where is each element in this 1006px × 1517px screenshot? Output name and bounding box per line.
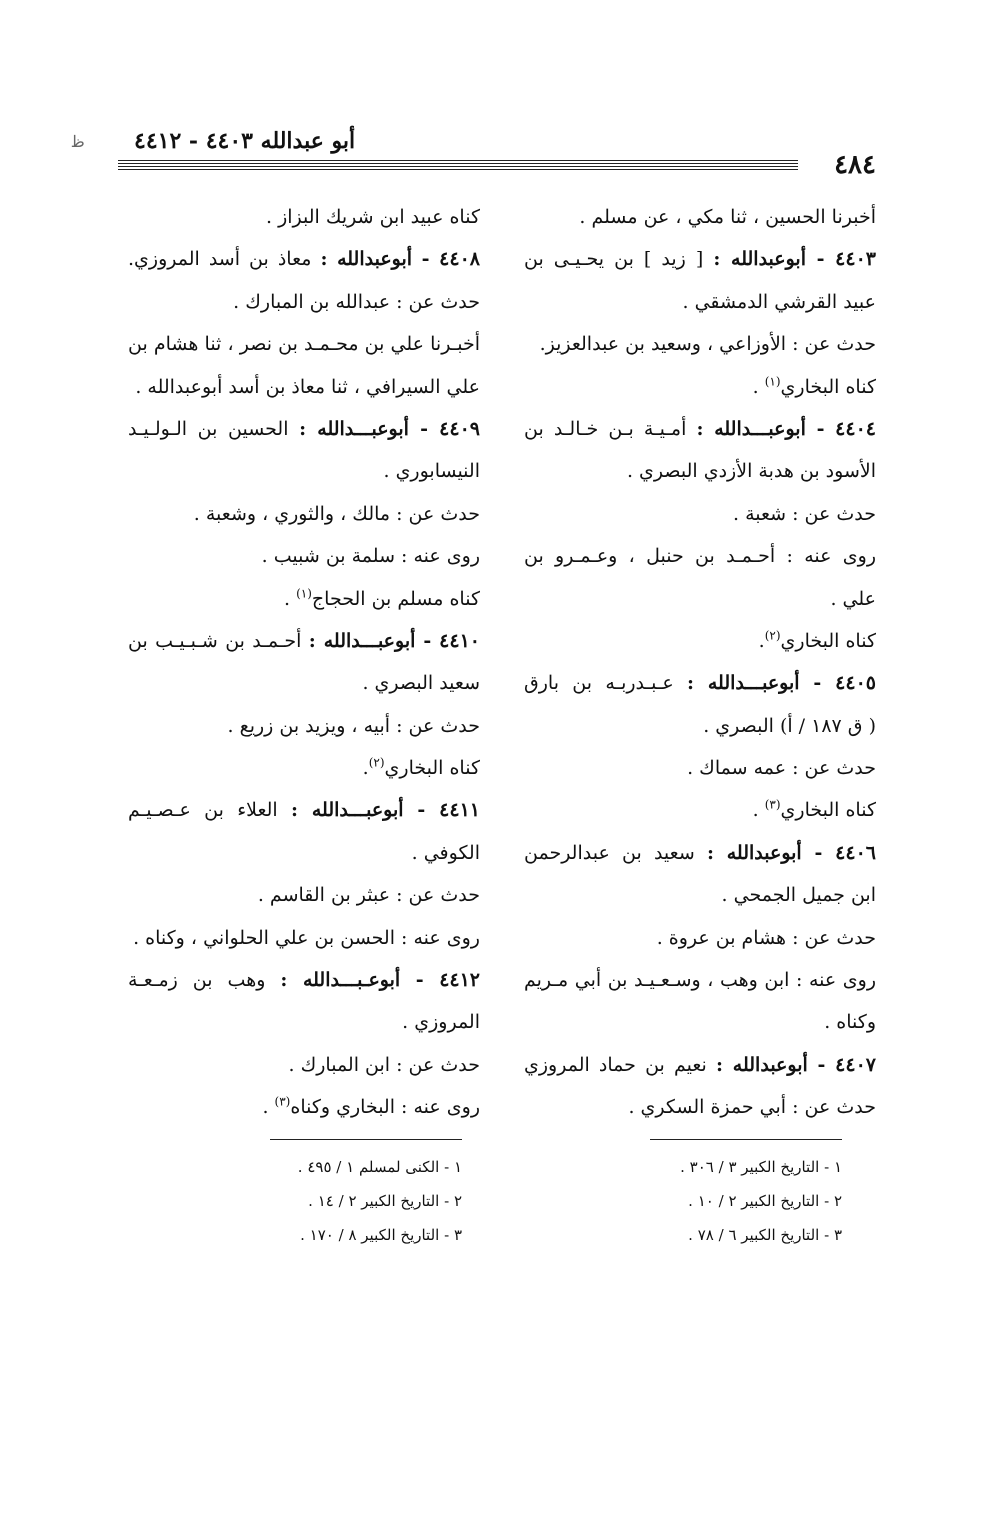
- text-line: [524, 1086, 876, 1128]
- line-text: حدث عن : ابن المبارك .: [288, 1053, 480, 1076]
- line-text: علي السيرافي ، ثنا معاذ بن أسد أبوعبدالله .: [135, 375, 480, 398]
- text-line: [128, 705, 480, 747]
- text-line: [128, 493, 480, 535]
- line-text: كناه البخاري: [780, 629, 876, 652]
- line-text: روى عنه : أحـمـد بن حنبل ، وعـمـرو بن: [524, 545, 876, 568]
- line-text: سعيد بن عبدالرحمن: [524, 841, 707, 864]
- entry-name: أبوعبـــدالله :: [687, 672, 800, 695]
- text-line: [524, 705, 876, 747]
- text-line: [128, 196, 480, 238]
- entry-heading-line: [128, 620, 480, 662]
- line-text: معاذ بن أسد المروزي.: [128, 248, 321, 271]
- entry-number: ٤٤٠٦ -: [801, 841, 876, 864]
- line-text: روى عنه : سلمة بن شبيب .: [261, 545, 480, 568]
- entry-name: أبوعبدالله :: [706, 841, 802, 864]
- text-line: [128, 1001, 480, 1043]
- line-text: وهب بن زمـعـة: [128, 969, 281, 992]
- line-text: حدث عن : أبيه ، ويزيد بن زريع .: [227, 714, 480, 737]
- line-text: كناه البخاري: [780, 375, 876, 398]
- entry-name: أبوعبدالله :: [320, 248, 413, 271]
- running-header: [118, 128, 876, 182]
- footnote: ١ - التاريخ الكبير ٣ / ٣٠٦ .: [680, 1158, 842, 1176]
- line-text: علي .: [830, 587, 876, 610]
- entry-heading-line: [128, 408, 480, 450]
- line-text-end: .: [752, 799, 765, 822]
- entry-name: أبوعبـــدالله :: [291, 799, 404, 822]
- line-text: النيسابوري .: [383, 460, 480, 483]
- line-text: نعيم بن حماد المروزي: [524, 1053, 717, 1076]
- entry-number: ٤٤١٠ -: [415, 629, 480, 652]
- text-line: [524, 323, 876, 365]
- line-text: [ زيد ] بن يحـيـى بن: [524, 248, 714, 271]
- line-text: الكوفي .: [411, 841, 480, 864]
- line-text: ابن جميل الجمحي .: [721, 884, 876, 907]
- line-text: أمـيـة بـن خـالـد بن: [524, 417, 697, 440]
- text-line: [128, 874, 480, 916]
- footnotes-right: [512, 1150, 842, 1252]
- line-text: حدث عن : هشام بن عروة .: [656, 926, 876, 949]
- text-line: [128, 832, 480, 874]
- text-line: [524, 874, 876, 916]
- text-line: [128, 323, 480, 365]
- running-title: أبو عبدالله ٤٤٠٣ - ٤٤١٢: [134, 128, 356, 154]
- line-text: وكناه .: [824, 1011, 876, 1034]
- text-line: [128, 662, 480, 704]
- line-text: حدث عن : عمه سماك .: [687, 757, 876, 780]
- text-line: [524, 493, 876, 535]
- footnote-ref: (٢): [764, 628, 781, 643]
- entry-heading-line: [524, 832, 876, 874]
- text-line: [128, 535, 480, 577]
- footnote-rule: [270, 1139, 462, 1140]
- page-number: ٤٨٤: [834, 150, 876, 180]
- footnote-ref: (٢): [368, 755, 385, 770]
- entry-number: ٤٤٠٨ -: [412, 248, 480, 271]
- line-text: أحـمـد بن شـبـيـب بن: [128, 629, 309, 652]
- footnote-ref: (٣): [764, 798, 781, 813]
- footnote: ١ - الكنى لمسلم ١ / ٤٩٥ .: [297, 1158, 462, 1176]
- line-text: كناه عبيد ابن شريك البزاز .: [265, 206, 480, 228]
- margin-mark: ﻇ: [72, 132, 85, 151]
- entry-number: ٤٤١١ -: [403, 799, 480, 822]
- line-text: ( ق ١٨٧ / أ) البصري .: [703, 714, 876, 737]
- text-line: [524, 959, 876, 1001]
- text-line: [128, 450, 480, 492]
- entry-number: ٤٤٠٥ -: [799, 672, 876, 695]
- header-rule: [118, 158, 798, 170]
- line-text-end: .: [262, 1096, 275, 1119]
- line-text: أخبـرنا علي بن محـمـد بن نصر ، ثنا هشام بن: [128, 333, 480, 356]
- line-text-end: .: [362, 757, 369, 780]
- text-line: [524, 366, 876, 408]
- entry-number: ٤٤٠٩ -: [408, 417, 480, 440]
- footnote-rule: [650, 1139, 842, 1140]
- line-text: روى عنه : ابن وهب ، وسـعـيـد بن أبي مـريم: [524, 969, 876, 992]
- text-line: [524, 196, 876, 238]
- footnote: ٢ - التاريخ الكبير ٢ / ١٠ .: [688, 1192, 842, 1210]
- footnote-ref: (١): [296, 586, 312, 601]
- line-text: حدث عن : شعبة .: [732, 502, 876, 525]
- entry-name: أبوعـبـــدالله :: [280, 969, 401, 992]
- footnote-ref: (١): [764, 374, 781, 389]
- line-text: العلاء بن عـصـيـم: [128, 799, 291, 822]
- footnote: ٣ - التاريخ الكبير ٦ / ٧٨ .: [688, 1226, 842, 1244]
- text-line: [128, 281, 480, 323]
- entry-number: ٤٤٠٤ -: [805, 417, 876, 440]
- footnote: ٣ - التاريخ الكبير ٨ / ١٧٠ .: [300, 1226, 462, 1244]
- text-line: [128, 917, 480, 959]
- text-line: [128, 1044, 480, 1086]
- line-text-end: .: [752, 375, 765, 398]
- entry-heading-line: [128, 238, 480, 280]
- entry-number: ٤٤٠٧ -: [807, 1053, 876, 1076]
- line-text: عبيد القرشي الدمشقي .: [682, 290, 876, 313]
- entry-heading-line: [524, 662, 876, 704]
- text-line: [524, 578, 876, 620]
- entry-number: ٤٤٠٣ -: [806, 248, 876, 271]
- line-text: روى عنه : البخاري وكناه: [290, 1096, 480, 1119]
- text-line: [524, 1001, 876, 1043]
- text-line: [128, 366, 480, 408]
- line-text: المروزي .: [402, 1011, 480, 1034]
- left-column: [128, 196, 480, 1129]
- line-text: عـبـدربـه بن بارق: [524, 672, 687, 695]
- entry-name: أبوعبـــدالله :: [308, 629, 416, 652]
- right-column: [524, 196, 876, 1129]
- text-line: [128, 1086, 480, 1128]
- line-text-end: .: [283, 587, 297, 610]
- text-line: [128, 747, 480, 789]
- text-line: [524, 281, 876, 323]
- line-text: كناه مسلم بن الحجاج: [311, 587, 480, 610]
- entry-name: أبوعبدالله :: [716, 1053, 808, 1076]
- entry-heading-line: [128, 959, 480, 1001]
- line-text: سعيد البصري .: [362, 672, 480, 695]
- entry-heading-line: [128, 789, 480, 831]
- line-text: حدث عن : عبدالله بن المبارك .: [233, 290, 480, 313]
- entry-name: أبوعبـــدالله :: [696, 417, 806, 440]
- footnote: ٢ - التاريخ الكبير ٢ / ١٤ .: [308, 1192, 462, 1210]
- footnote-ref: (٣): [274, 1094, 291, 1109]
- entry-heading-line: [524, 238, 876, 280]
- text-line: [524, 450, 876, 492]
- text-line: [524, 620, 876, 662]
- entry-name: أبوعبـــدالله :: [299, 417, 409, 440]
- line-text: الحسين بن الـولـيـد: [128, 417, 300, 440]
- line-text: روى عنه : الحسن بن علي الحلواني ، وكناه .: [133, 926, 480, 949]
- footnotes-left: [132, 1150, 462, 1252]
- line-text-end: .: [758, 629, 765, 652]
- line-text: حدث عن : مالك ، والثوري ، وشعبة .: [193, 502, 480, 525]
- text-line: [524, 917, 876, 959]
- line-text: الأسود بن هدبة الأزدي البصري .: [626, 460, 876, 483]
- text-line: [524, 747, 876, 789]
- line-text: كناه البخاري: [780, 799, 876, 822]
- line-text: كناه البخاري: [384, 757, 480, 780]
- entry-name: أبوعبدالله :: [713, 248, 806, 271]
- text-line: [128, 578, 480, 620]
- line-text: حدث عن : الأوزاعي ، وسعيد بن عبدالعزيز.: [539, 333, 876, 356]
- entry-heading-line: [524, 1044, 876, 1086]
- text-line: [524, 789, 876, 831]
- entry-heading-line: [524, 408, 876, 450]
- entry-number: ٤٤١٢ -: [400, 969, 480, 992]
- line-text: حدث عن : عبثر بن القاسم .: [257, 884, 480, 907]
- text-line: [524, 535, 876, 577]
- line-text: أخبرنا الحسين ، ثنا مكي ، عن مسلم .: [579, 206, 876, 228]
- line-text: حدث عن : أبي حمزة السكري .: [628, 1096, 876, 1119]
